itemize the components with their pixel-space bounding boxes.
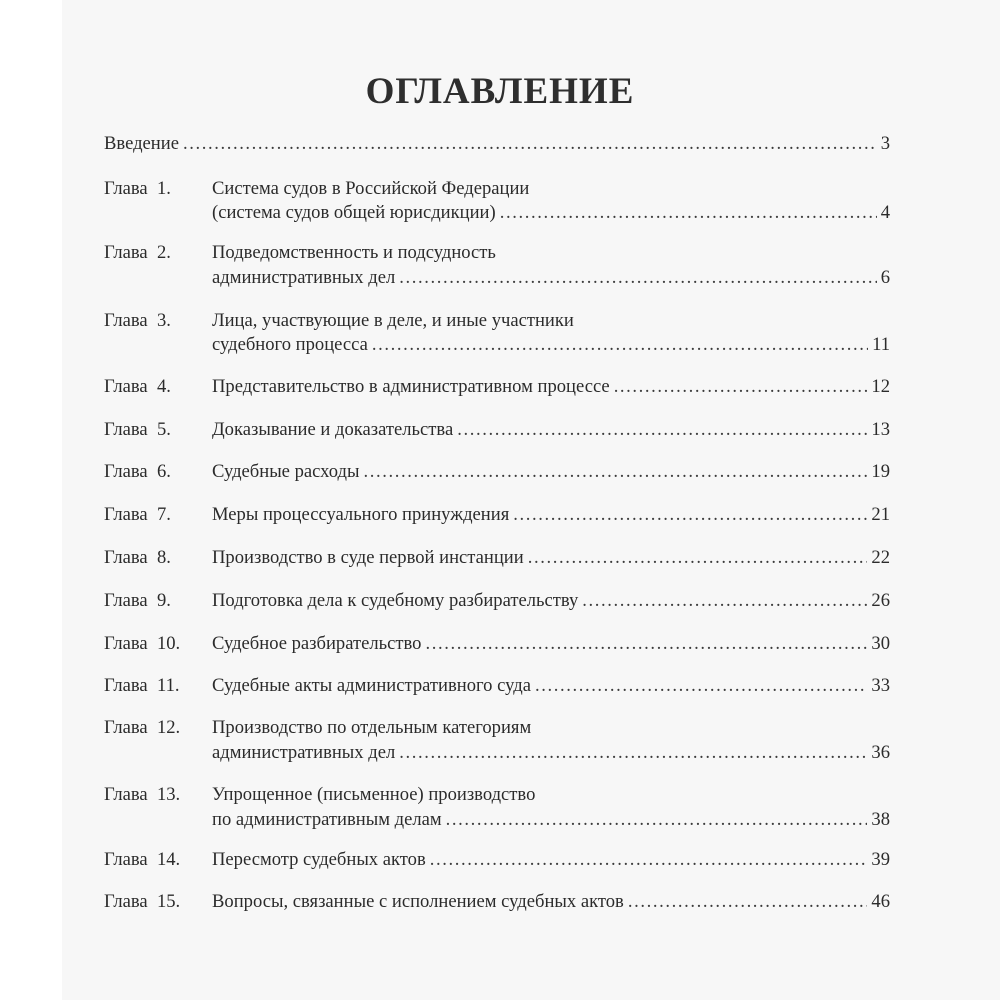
dot-leader (372, 333, 868, 357)
toc-entry-chapter-7 (104, 503, 890, 527)
toc-page-number: 6 (880, 267, 890, 288)
toc-line (212, 632, 890, 656)
toc-page-number: 36 (871, 742, 890, 763)
toc-entry-title: Меры процессуального принуждения (212, 504, 510, 525)
chapter-number: Глава 8. (104, 547, 171, 568)
toc-page-number: 22 (871, 547, 890, 568)
toc-entry-title: Упрощенное (письменное) производство (212, 784, 536, 805)
toc-line (212, 589, 890, 613)
dot-leader (425, 632, 867, 656)
toc-entry-title: Лица, участвующие в деле, и иные участники (212, 310, 574, 331)
chapter-number: Глава 7. (104, 504, 171, 525)
toc-entry-chapter-13 (104, 783, 890, 831)
dot-leader (535, 674, 867, 698)
toc-line (212, 848, 890, 872)
toc-line (212, 375, 890, 399)
toc-page-number: 46 (871, 891, 890, 912)
toc-entry-title: Система судов в Российской Федерации (212, 178, 530, 199)
chapter-number: Глава 14. (104, 849, 181, 870)
toc-entry-chapter-6 (104, 460, 890, 484)
chapter-number: Глава 11. (104, 675, 180, 696)
toc-page-number: 33 (871, 675, 890, 696)
chapter-number: Глава 3. (104, 310, 171, 331)
toc-entry-chapter-3 (104, 309, 890, 357)
toc-page-number: 21 (871, 504, 890, 525)
toc-line (212, 546, 890, 570)
dot-leader (628, 890, 868, 914)
toc-line (104, 132, 890, 156)
chapter-number: Глава 5. (104, 419, 171, 440)
toc-entry-title-cont: административных дел (212, 267, 396, 288)
toc-entry-title: Судебное разбирательство (212, 633, 422, 654)
toc-entry-title: Производство по отдельным категориям (212, 717, 532, 738)
toc-page-number: 11 (872, 334, 890, 355)
dot-leader (500, 201, 877, 225)
toc-line (212, 890, 890, 914)
toc-entry-title: Доказывание и доказательства (212, 419, 454, 440)
toc-entry-chapter-9 (104, 589, 890, 613)
toc-line (212, 808, 890, 832)
chapter-number: Глава 2. (104, 242, 171, 263)
toc-line (212, 418, 890, 442)
toc-entry-title: Введение (104, 133, 179, 154)
toc-page-number: 12 (871, 376, 890, 397)
toc-page-number: 19 (871, 461, 890, 482)
dot-leader (399, 741, 867, 765)
toc-entry-title: Представительство в административном процессе (212, 376, 610, 397)
page-title: ОГЛАВЛЕНИЕ (365, 71, 635, 112)
toc-line (212, 460, 890, 484)
toc-line (212, 201, 890, 225)
dot-leader (457, 418, 867, 442)
toc-entry-chapter-2 (104, 241, 890, 289)
chapter-number: Глава 9. (104, 590, 171, 611)
chapter-number: Глава 13. (104, 784, 181, 805)
toc-entry-chapter-14 (104, 848, 890, 872)
toc-page-number: 39 (871, 849, 890, 870)
chapter-number: Глава 10. (104, 633, 181, 654)
toc-entry-title: Пересмотр судебных актов (212, 849, 426, 870)
toc-entry-title-cont: (система судов общей юрисдикции) (212, 202, 496, 223)
toc-line (212, 266, 890, 290)
dot-leader (183, 132, 877, 156)
toc-entry-chapter-4 (104, 375, 890, 399)
toc-page-number: 26 (871, 590, 890, 611)
toc-entry-chapter-1 (104, 177, 890, 225)
toc-line (212, 741, 890, 765)
chapter-number: Глава 12. (104, 717, 181, 738)
dot-leader (399, 266, 876, 290)
dot-leader (446, 808, 868, 832)
toc-page-number: 3 (880, 133, 890, 154)
toc-page-number: 13 (871, 419, 890, 440)
toc-entry-chapter-10 (104, 632, 890, 656)
dot-leader (614, 375, 868, 399)
toc-entry-chapter-15 (104, 890, 890, 914)
dot-leader (363, 460, 867, 484)
toc-line (212, 503, 890, 527)
toc-line (212, 333, 890, 357)
toc-entry-title: Судебные расходы (212, 461, 360, 482)
dot-leader (430, 848, 868, 872)
dot-leader (513, 503, 867, 527)
toc-entry-title: Производство в суде первой инстанции (212, 547, 524, 568)
dot-leader (582, 589, 867, 613)
toc-entry-intro (104, 132, 890, 156)
dot-leader (528, 546, 868, 570)
toc-entry-title: Вопросы, связанные с исполнением судебных актов (212, 891, 624, 912)
toc-page-number: 30 (871, 633, 890, 654)
toc-entry-title: Подготовка дела к судебному разбирательству (212, 590, 579, 611)
toc-entry-title-cont: судебного процесса (212, 334, 368, 355)
toc-entry-title: Подведомственность и подсудность (212, 242, 496, 263)
toc-entry-title-cont: по административным делам (212, 809, 442, 830)
toc-entry-chapter-12 (104, 716, 890, 764)
toc-entry-chapter-8 (104, 546, 890, 570)
toc-entry-title: Судебные акты административного суда (212, 675, 531, 696)
chapter-number: Глава 6. (104, 461, 171, 482)
toc-entry-chapter-5 (104, 418, 890, 442)
toc-page-number: 4 (880, 202, 890, 223)
chapter-number: Глава 15. (104, 891, 181, 912)
toc-entry-chapter-11 (104, 674, 890, 698)
toc-entry-title-cont: административных дел (212, 742, 396, 763)
chapter-number: Глава 4. (104, 376, 171, 397)
toc-line (212, 674, 890, 698)
chapter-number: Глава 1. (104, 178, 171, 199)
toc-page-number: 38 (871, 809, 890, 830)
